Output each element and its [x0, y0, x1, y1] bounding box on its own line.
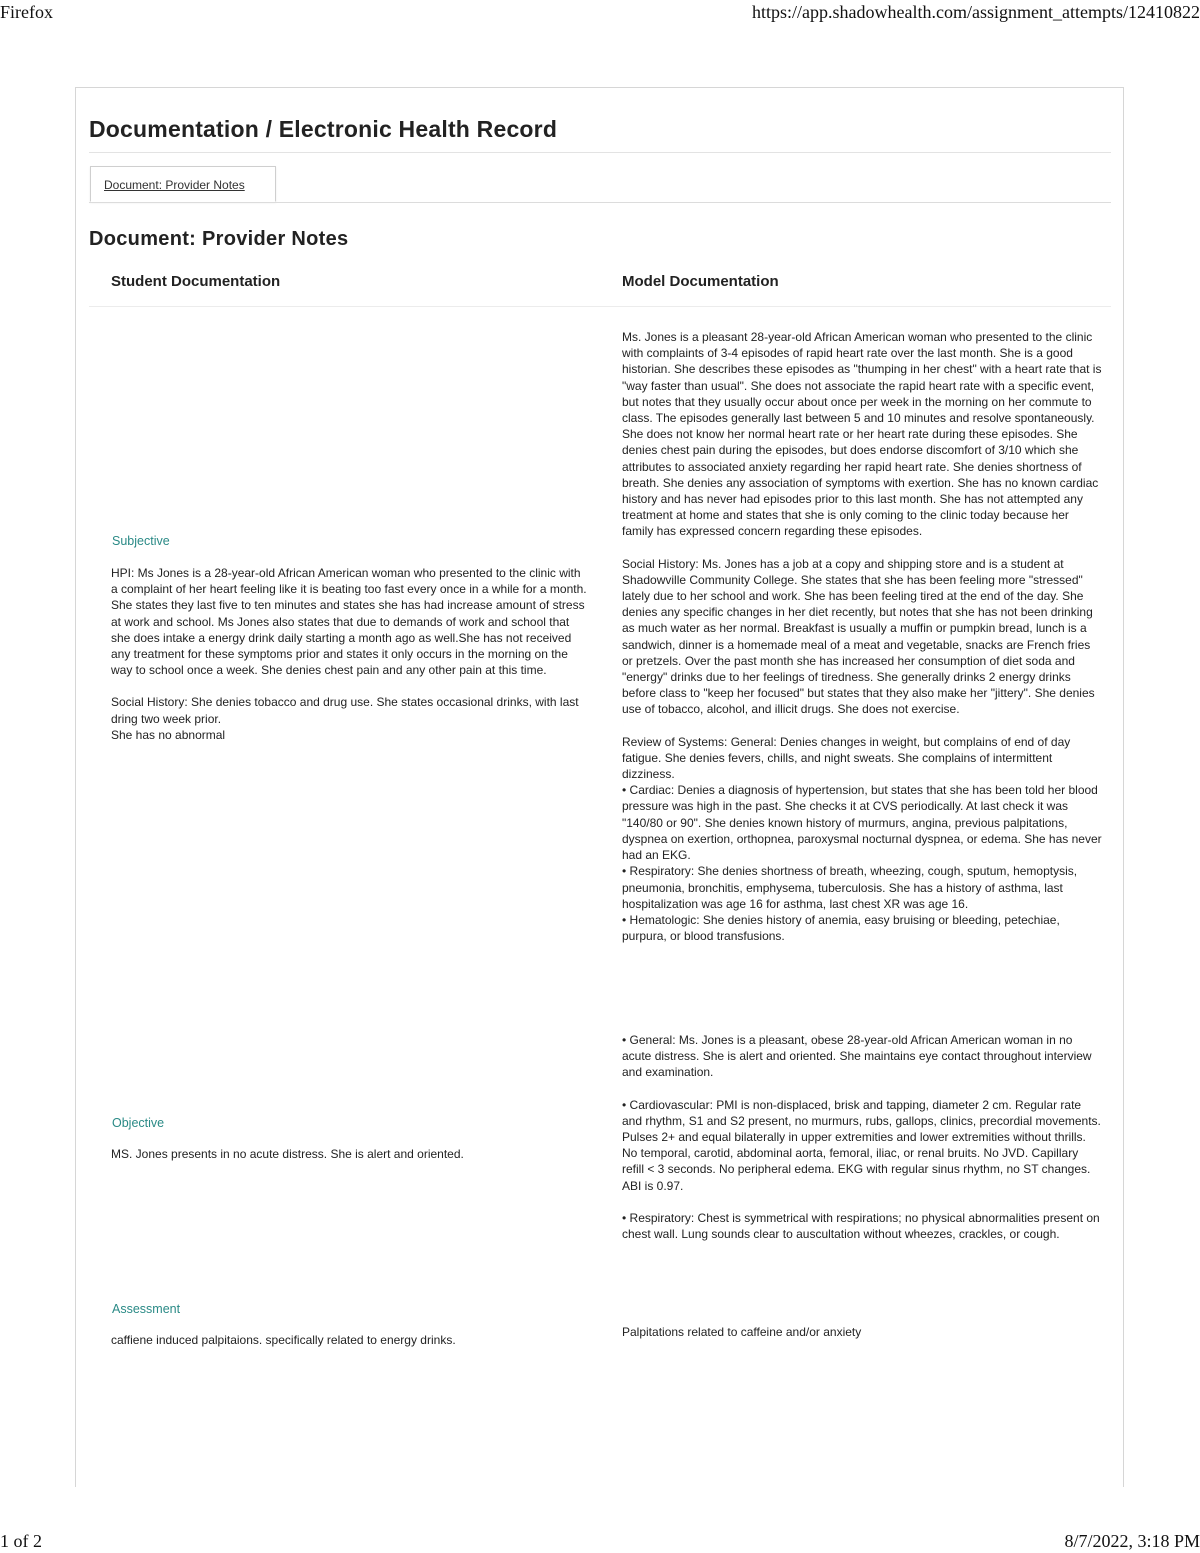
tab-provider-notes-label[interactable]: Document: Provider Notes: [104, 178, 245, 192]
model-assessment: Palpitations related to caffeine and/or anxiety: [622, 1325, 862, 1339]
title-divider: [89, 152, 1111, 153]
model-exam-cardiovascular: • Cardiovascular: PMI is non-displaced, brisk and tapping, diameter 2 cm. Regular rate and rhythm, S1 and S2 present, no murmurs, rubs, gallops, clinics, precordial movements. Pulses 2+ and equal bilaterally in upper extremities and lower extremities without thrills. No temporal, carotid, abdominal aorta, femoral, iliac, or renal bruits. No JVD. Capillary refill < 3 seconds. No peripheral edema. EKG with regular sinus rhythm, no ST changes. ABI is 0.97.: [622, 1097, 1101, 1193]
model-ros-respiratory: • Respiratory: She denies shortness of breath, wheezing, cough, sputum, hemoptysis, pneumonia, bronchitis, emphysema, tuberculosis. She has a history of asthma, last hospitalization was age 16 for asthma, last chest XR was age 16.: [622, 864, 1078, 911]
model-exam-respiratory: • Respiratory: Chest is symmetrical with respirations; no physical abnormalities present on chest wall. Lung sounds clear to auscultation without wheezes, crackles, or cough.: [622, 1210, 1100, 1242]
student-subjective-extra: She has no abnormal: [111, 727, 226, 742]
subjective-label: Subjective: [112, 534, 170, 548]
page-url[interactable]: https://app.shadowhealth.com/assignment_attempts/12410822: [752, 2, 1200, 22]
tabs-divider: [89, 202, 1111, 203]
student-assessment: caffiene induced palpitaions. specifically related to energy drinks.: [111, 1333, 456, 1347]
print-header: [0, 2, 1200, 24]
page-title: Documentation / Electronic Health Record: [89, 116, 558, 142]
model-social-history: Social History: Ms. Jones has a job at a copy and shipping store and is a student at Shadowville Community College. She states that she has been feeling more "stressed" lately due to her school and work. She has been feeling tired at the end of the day. She denies any specific changes in her diet recently, but notes that she has not been drinking as much water as her normal. Breakfast is usually a muffin or pumpkin bread, lunch is a sandwich, dinner is a homemade meal of a meat and vegetable, snacks are French fries or pretzels. Over the past month she has increased her consumption of diet soda and "energy" drinks due to her feelings of tiredness. She generally drinks 2 energy drinks before class to "keep her focused" but states that they also make her "jittery". She denies use of tobacco, alcohol, and illicit drugs. She does not exercise.: [622, 556, 1095, 717]
browser-name: Firefox: [0, 2, 53, 22]
objective-label: Objective: [112, 1116, 165, 1130]
student-social-history: Social History: She denies tobacco and drug use. She states occasional drinks, with last dring two week prior.: [111, 695, 579, 726]
model-ros-hematologic: • Hematologic: She denies history of anemia, easy bruising or bleeding, petechiae, purpura, or blood transfusions.: [622, 912, 1060, 944]
model-objective: [622, 1032, 1102, 1242]
model-exam-general: • General: Ms. Jones is a pleasant, obese 28-year-old African American woman in no acute distress. She is alert and oriented. She maintains eye contact throughout interview and examination.: [622, 1033, 1092, 1080]
ehr-card: [75, 87, 1124, 1487]
print-footer: [0, 1531, 1200, 1553]
student-hpi: HPI: Ms Jones is a 28-year-old African American woman who presented to the clinic with a complaint of her heart feeling like it is beating too fast every once in a while for a month. She states they last five to ten minutes and states she has had increase amount of stress at work and school. Ms Jones also states that due to demands of work and school that she does intake a energy drink daily starting a month ago as well.She has not received any treatment for these symptoms prior and states it only occurs in the morning on the way to school once a week. She denies chest pain and any other pain at this time.: [111, 566, 587, 678]
model-hpi: Ms. Jones is a pleasant 28-year-old African American woman who presented to the clinic with complaints of 3-4 episodes of rapid heart rate over the last month. She is a good historian. She describes these episodes as "thumping in her chest" with a heart rate that is "way faster than usual". She does not associate the rapid heart rate with a specific event, but notes that they usually occur about once per week in the morning on her commute to class. The episodes generally last between 5 and 10 minutes and resolve spontaneously. She does not know her normal heart rate or her heart rate during these episodes. She denies chest pain during the episodes, but does endorse discomfort of 3/10 which she attributes to associated anxiety regarding her rapid heart rate. She denies shortness of breath. She denies any association of symptoms with exertion. She has no known cardiac history and has never had episodes prior to this last month. She has not attempted any treatment at home and states that she is only coming to the clinic today because her family has expressed concern regarding these episodes.: [622, 330, 1102, 539]
model-ros-cardiac: • Cardiac: Denies a diagnosis of hypertension, but states that she has been told her blood pressure was high in the past. She checks it at CVS periodically. At last check it was "140/80 or 90". She denies known history of murmurs, angina, previous palpitations, dyspnea on exertion, orthopnea, paroxysmal nocturnal dyspnea, or edema. She has never had an EKG.: [622, 783, 1102, 863]
print-datetime: 8/7/2022, 3:18 PM: [1064, 1531, 1200, 1551]
tab-provider-notes[interactable]: [90, 166, 276, 202]
model-documentation-heading: Model Documentation: [622, 273, 779, 290]
student-subjective: [111, 565, 587, 743]
model-ros-general: Review of Systems: General: Denies changes in weight, but complains of end of day fatigue. She denies fevers, chills, and night sweats. She complains of intermittent dizziness.: [622, 734, 1071, 782]
assessment-label: Assessment: [112, 1302, 181, 1316]
student-objective: MS. Jones presents in no acute distress. She is alert and oriented.: [111, 1147, 464, 1161]
column-header-divider: [89, 306, 1111, 307]
page-indicator: 1 of 2: [0, 1531, 42, 1551]
section-title: Document: Provider Notes: [89, 228, 349, 250]
model-subjective: [622, 329, 1102, 944]
student-documentation-heading: Student Documentation: [111, 273, 281, 290]
